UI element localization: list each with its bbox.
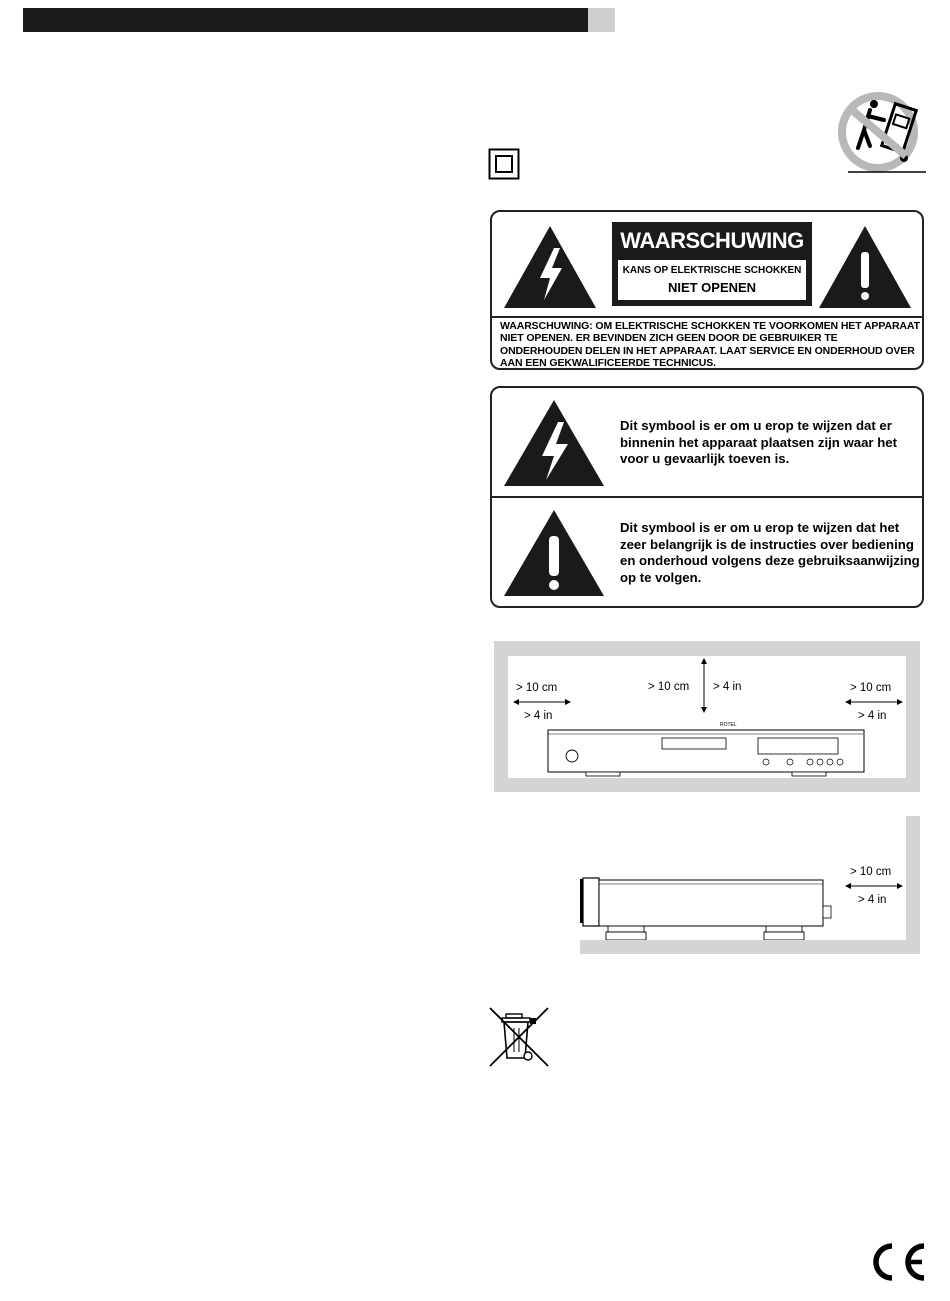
floor — [580, 940, 920, 954]
crossed-out-wheelie-bin-icon — [488, 1006, 550, 1068]
do-not-open-text: NIET OPENEN — [667, 280, 757, 295]
top-clearance-cm: > 10 cm — [648, 681, 690, 693]
right-clearance-cm: > 10 cm — [850, 682, 892, 694]
shock-warning-label — [490, 210, 924, 370]
warning-title: WAARSCHUWING — [620, 228, 804, 253]
symbol-divider — [492, 496, 922, 498]
lightning-symbol-icon — [502, 396, 606, 488]
exclamation-symbol-icon — [502, 506, 606, 598]
device-brand-text: ROTEL — [720, 722, 737, 728]
header-page-tab — [588, 8, 615, 32]
double-insulation-square-icon — [488, 148, 520, 180]
warning-subtitle: KANS OP ELEKTRISCHE SCHOKKEN — [622, 265, 802, 276]
rear-clearance-cm: > 10 cm — [850, 866, 892, 878]
symbol-explanation-box — [490, 386, 924, 608]
front-arrows-and-device — [508, 656, 906, 778]
rear-wall — [906, 816, 920, 954]
exclamation-symbol-text: Dit symbool is er om u erop te wijzen dat het zeer belangrijk is de instructies over bediening en onderhoud volgens deze gebruiksaanwijzing op te volgen. — [620, 520, 920, 585]
side-view-device — [580, 816, 906, 940]
front-clearance-diagram — [494, 641, 920, 792]
lightning-warning-icon — [502, 222, 598, 310]
exclamation-warning-icon — [817, 222, 913, 310]
left-clearance-cm: > 10 cm — [516, 682, 558, 694]
warning-badge-panel — [618, 260, 806, 300]
rear-clearance-in: > 4 in — [858, 894, 887, 906]
no-cart-tipover-icon — [834, 90, 930, 178]
warning-body-text: WAARSCHUWING: OM ELEKTRISCHE SCHOKKEN TE VOORKOMEN HET APPARAAT NIET OPENEN. ER BEVINDEN ZICH GEEN DOOR DE GEBRUIKER TE ONDERHOUDEN DELEN IN HET APPARAAT. LAAT SERVICE EN ONDERHOUD OVER AAN EEN GEKWALIFICEERDE TECHNICUS. — [500, 320, 920, 370]
clearance-space — [508, 656, 906, 778]
side-clearance-diagram — [580, 816, 920, 954]
right-clearance-in: > 4 in — [858, 710, 887, 722]
warning-divider — [492, 316, 922, 318]
ce-mark-icon — [866, 1240, 930, 1284]
left-clearance-in: > 4 in — [524, 710, 553, 722]
warning-badge — [612, 222, 812, 306]
top-clearance-in: > 4 in — [713, 681, 742, 693]
lightning-symbol-text: Dit symbool is er om u erop te wijzen dat er binnenin het apparaat plaatsen zijn waar het voor u gevaarlijk toeven is. — [620, 418, 897, 466]
header-bar — [23, 8, 588, 32]
